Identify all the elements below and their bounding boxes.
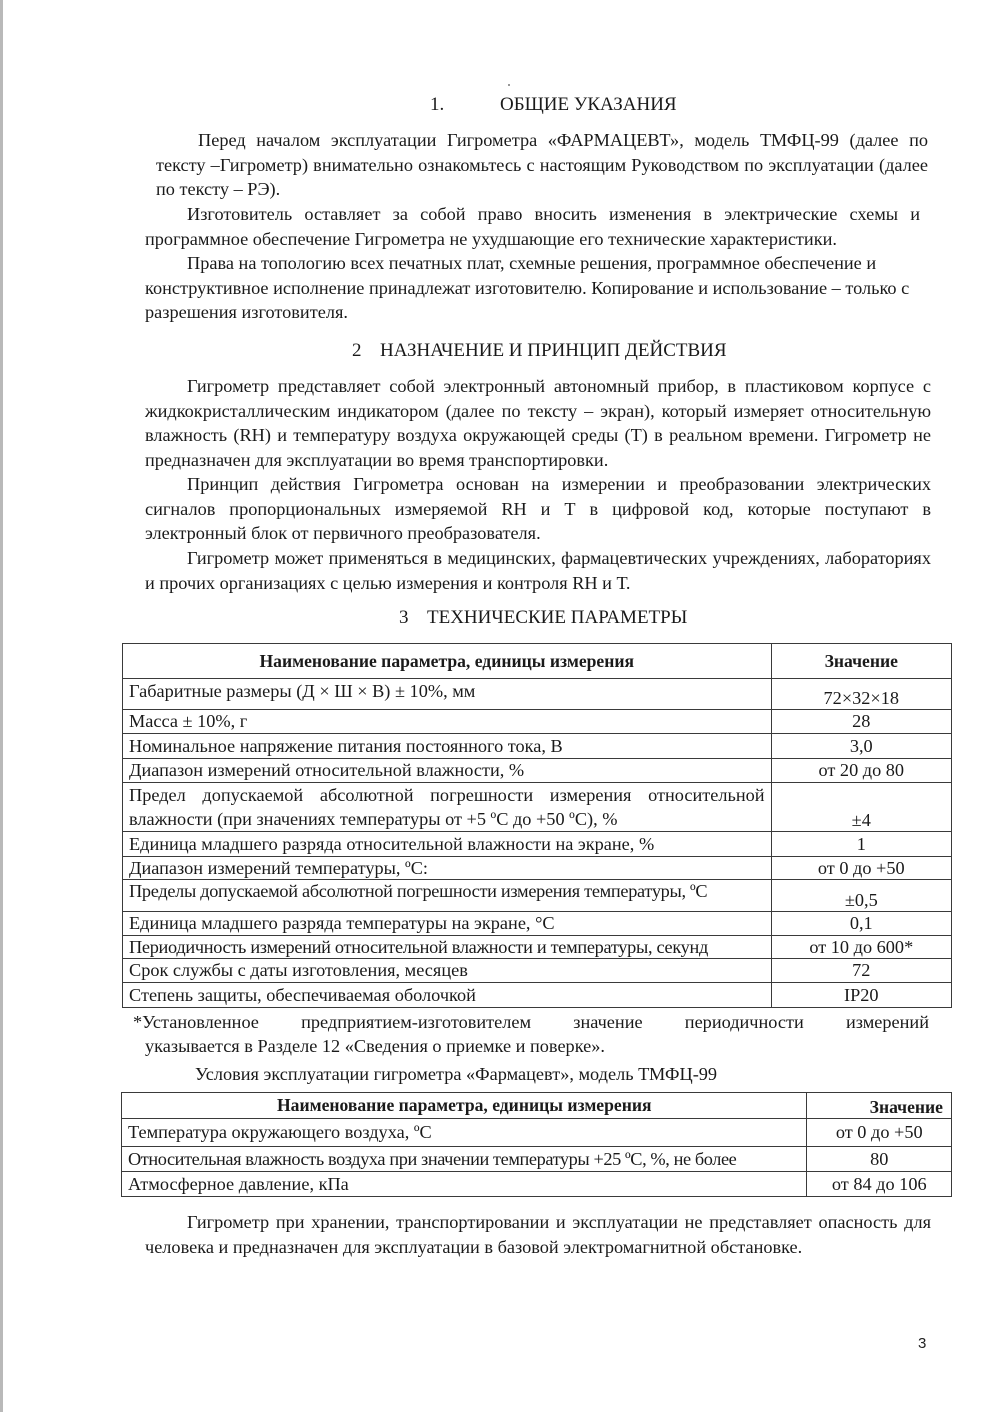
table-row [122, 1172, 952, 1197]
section-number: 1. [430, 94, 445, 115]
parameter-name: Относительная влажность воздуха при значении температуры +25 ºС, %, не более [122, 1147, 807, 1172]
section-3-heading [399, 607, 687, 629]
parameter-value: 80 [807, 1147, 952, 1172]
parameter-value: 72 [771, 959, 951, 983]
table-row [123, 734, 952, 759]
table-row [123, 710, 952, 734]
section-2-heading [352, 340, 727, 362]
section-title: ОБЩИЕ УКАЗАНИЯ [500, 94, 677, 115]
parameter-value: 28 [771, 710, 951, 734]
parameter-name: Диапазон измерений температуры, ºС: [123, 857, 772, 880]
parameter-value: IP20 [771, 983, 951, 1008]
paragraph-s2-3: Гигрометр может применяться в медицинских, фармацевтических учреждениях, лабораториях и прочих организациях с целью измерения и контроля RH и Т. [145, 548, 931, 593]
paragraph-s2-1: Гигрометр представляет собой электронный автономный прибор, в пластиковом корпусе с жидкокристаллическим индикатором (далее по тексту – экран), который измеряет относительную влажность (RH) и температуру воздуха окружающей среды (Т) в реальном времени. Гигрометр не предназначен для эксплуатации во время транспортировки. [145, 376, 931, 470]
parameter-value: ±0,5 [771, 880, 951, 912]
table-row [123, 936, 952, 959]
parameter-name: Срок службы с даты изготовления, месяцев [123, 959, 772, 983]
parameter-value: от 20 до 80 [771, 759, 951, 783]
table-row [123, 679, 952, 710]
table-row [123, 759, 952, 783]
paragraph-s2-2: Принцип действия Гигрометра основан на измерении и преобразовании электрических сигналов пропорциональных измеряемой RH и Т в цифровой код, которые поступают в электронный блок от первичного преобразователя. [145, 474, 931, 544]
section-title: НАЗНАЧЕНИЕ И ПРИНЦИП ДЕЙСТВИЯ [380, 340, 727, 361]
parameter-value: ±4 [771, 783, 951, 832]
table-row [122, 1147, 952, 1172]
table-row [123, 832, 952, 857]
section-number: 2 [352, 340, 362, 361]
column-header-parameter: Наименование параметра, единицы измерения [123, 644, 772, 679]
parameter-name: Пределы допускаемой абсолютной погрешности измерения температуры, ºС [123, 880, 772, 912]
paragraph-s1-3: Права на топологию всех печатных плат, схемные решения, программное обеспечение и конструктивное исполнение принадлежат изготовителю. Копирование и использование – только с разрешения изготовителя. [145, 253, 910, 323]
conditions-table-caption: Условия эксплуатации гигрометра «Фармацевт», модель ТМФЦ-99 [195, 1064, 718, 1084]
parameter-name: Единица младшего разряда температуры на экране, °С [123, 912, 772, 936]
table-row [123, 857, 952, 880]
page-number: 3 [918, 1335, 927, 1352]
section-number: 3 [399, 607, 409, 628]
scan-dot-artifact [508, 84, 510, 86]
table-footnote: *Установленное предприятием-изготовителем значение периодичности измерений указывается в Разделе 12 «Сведения о приемке и поверке». [133, 1012, 929, 1056]
parameter-name: Диапазон измерений относительной влажности, % [123, 759, 772, 783]
parameter-name: Масса ± 10%, г [123, 710, 772, 734]
parameter-value: 0,1 [771, 912, 951, 936]
parameter-name: Номинальное напряжение питания постоянного тока, В [123, 734, 772, 759]
table-row [122, 1119, 952, 1147]
operating-conditions-table [121, 1092, 952, 1197]
table-row [123, 783, 952, 832]
parameter-value: от 84 до 106 [807, 1172, 952, 1197]
closing-paragraph: Гигрометр при хранении, транспортировании и эксплуатации не представляет опасность для человека и предназначен для эксплуатации в базовой электромагнитной обстановке. [145, 1212, 931, 1257]
section-title: ТЕХНИЧЕСКИЕ ПАРАМЕТРЫ [427, 607, 688, 628]
table-row [123, 983, 952, 1008]
parameter-value: от 0 до +50 [771, 857, 951, 880]
parameter-value: 3,0 [771, 734, 951, 759]
parameter-name: Атмосферное давление, кПа [122, 1172, 807, 1197]
table-row [123, 959, 952, 983]
scan-edge-artifact [0, 0, 3, 1412]
parameter-name: Единица младшего разряда относительной влажности на экране, % [123, 832, 772, 857]
parameter-value: 1 [771, 832, 951, 857]
column-header-value: Значение [807, 1093, 952, 1119]
table-header-row [123, 644, 952, 679]
parameter-value: 72×32×18 [771, 679, 951, 710]
paragraph-s1-1: Перед началом эксплуатации Гигрометра «ФАРМАЦЕВТ», модель ТМФЦ-99 (далее по тексту –Гигрометр) внимательно ознакомьтесь с настоящим Руководством по эксплуатации (далее по тексту – РЭ). [156, 130, 928, 200]
technical-parameters-table [122, 643, 952, 1008]
paragraph-s1-2: Изготовитель оставляет за собой право вносить изменения в электрические схемы и программное обеспечение Гигрометра не ухудшающие его технические характеристики. [145, 204, 920, 249]
parameter-name: Периодичность измерений относительной влажности и температуры, секунд [123, 936, 772, 959]
parameter-name: Степень защиты, обеспечиваемая оболочкой [123, 983, 772, 1008]
section-1-heading [430, 94, 677, 116]
table-header-row [122, 1093, 952, 1119]
table-row [123, 880, 952, 912]
parameter-value: от 0 до +50 [807, 1119, 952, 1147]
parameter-value: от 10 до 600* [771, 936, 951, 959]
parameter-name: Габаритные размеры (Д × Ш × В) ± 10%, мм [123, 679, 772, 710]
parameter-name: Температура окружающего воздуха, ºС [122, 1119, 807, 1147]
parameter-name: Предел допускаемой абсолютной погрешности измерения относительной влажности (при значениях температуры от +5 ºС до +50 ºС), % [123, 783, 772, 832]
column-header-parameter: Наименование параметра, единицы измерения [122, 1093, 807, 1119]
column-header-value: Значение [771, 644, 951, 679]
table-row [123, 912, 952, 936]
